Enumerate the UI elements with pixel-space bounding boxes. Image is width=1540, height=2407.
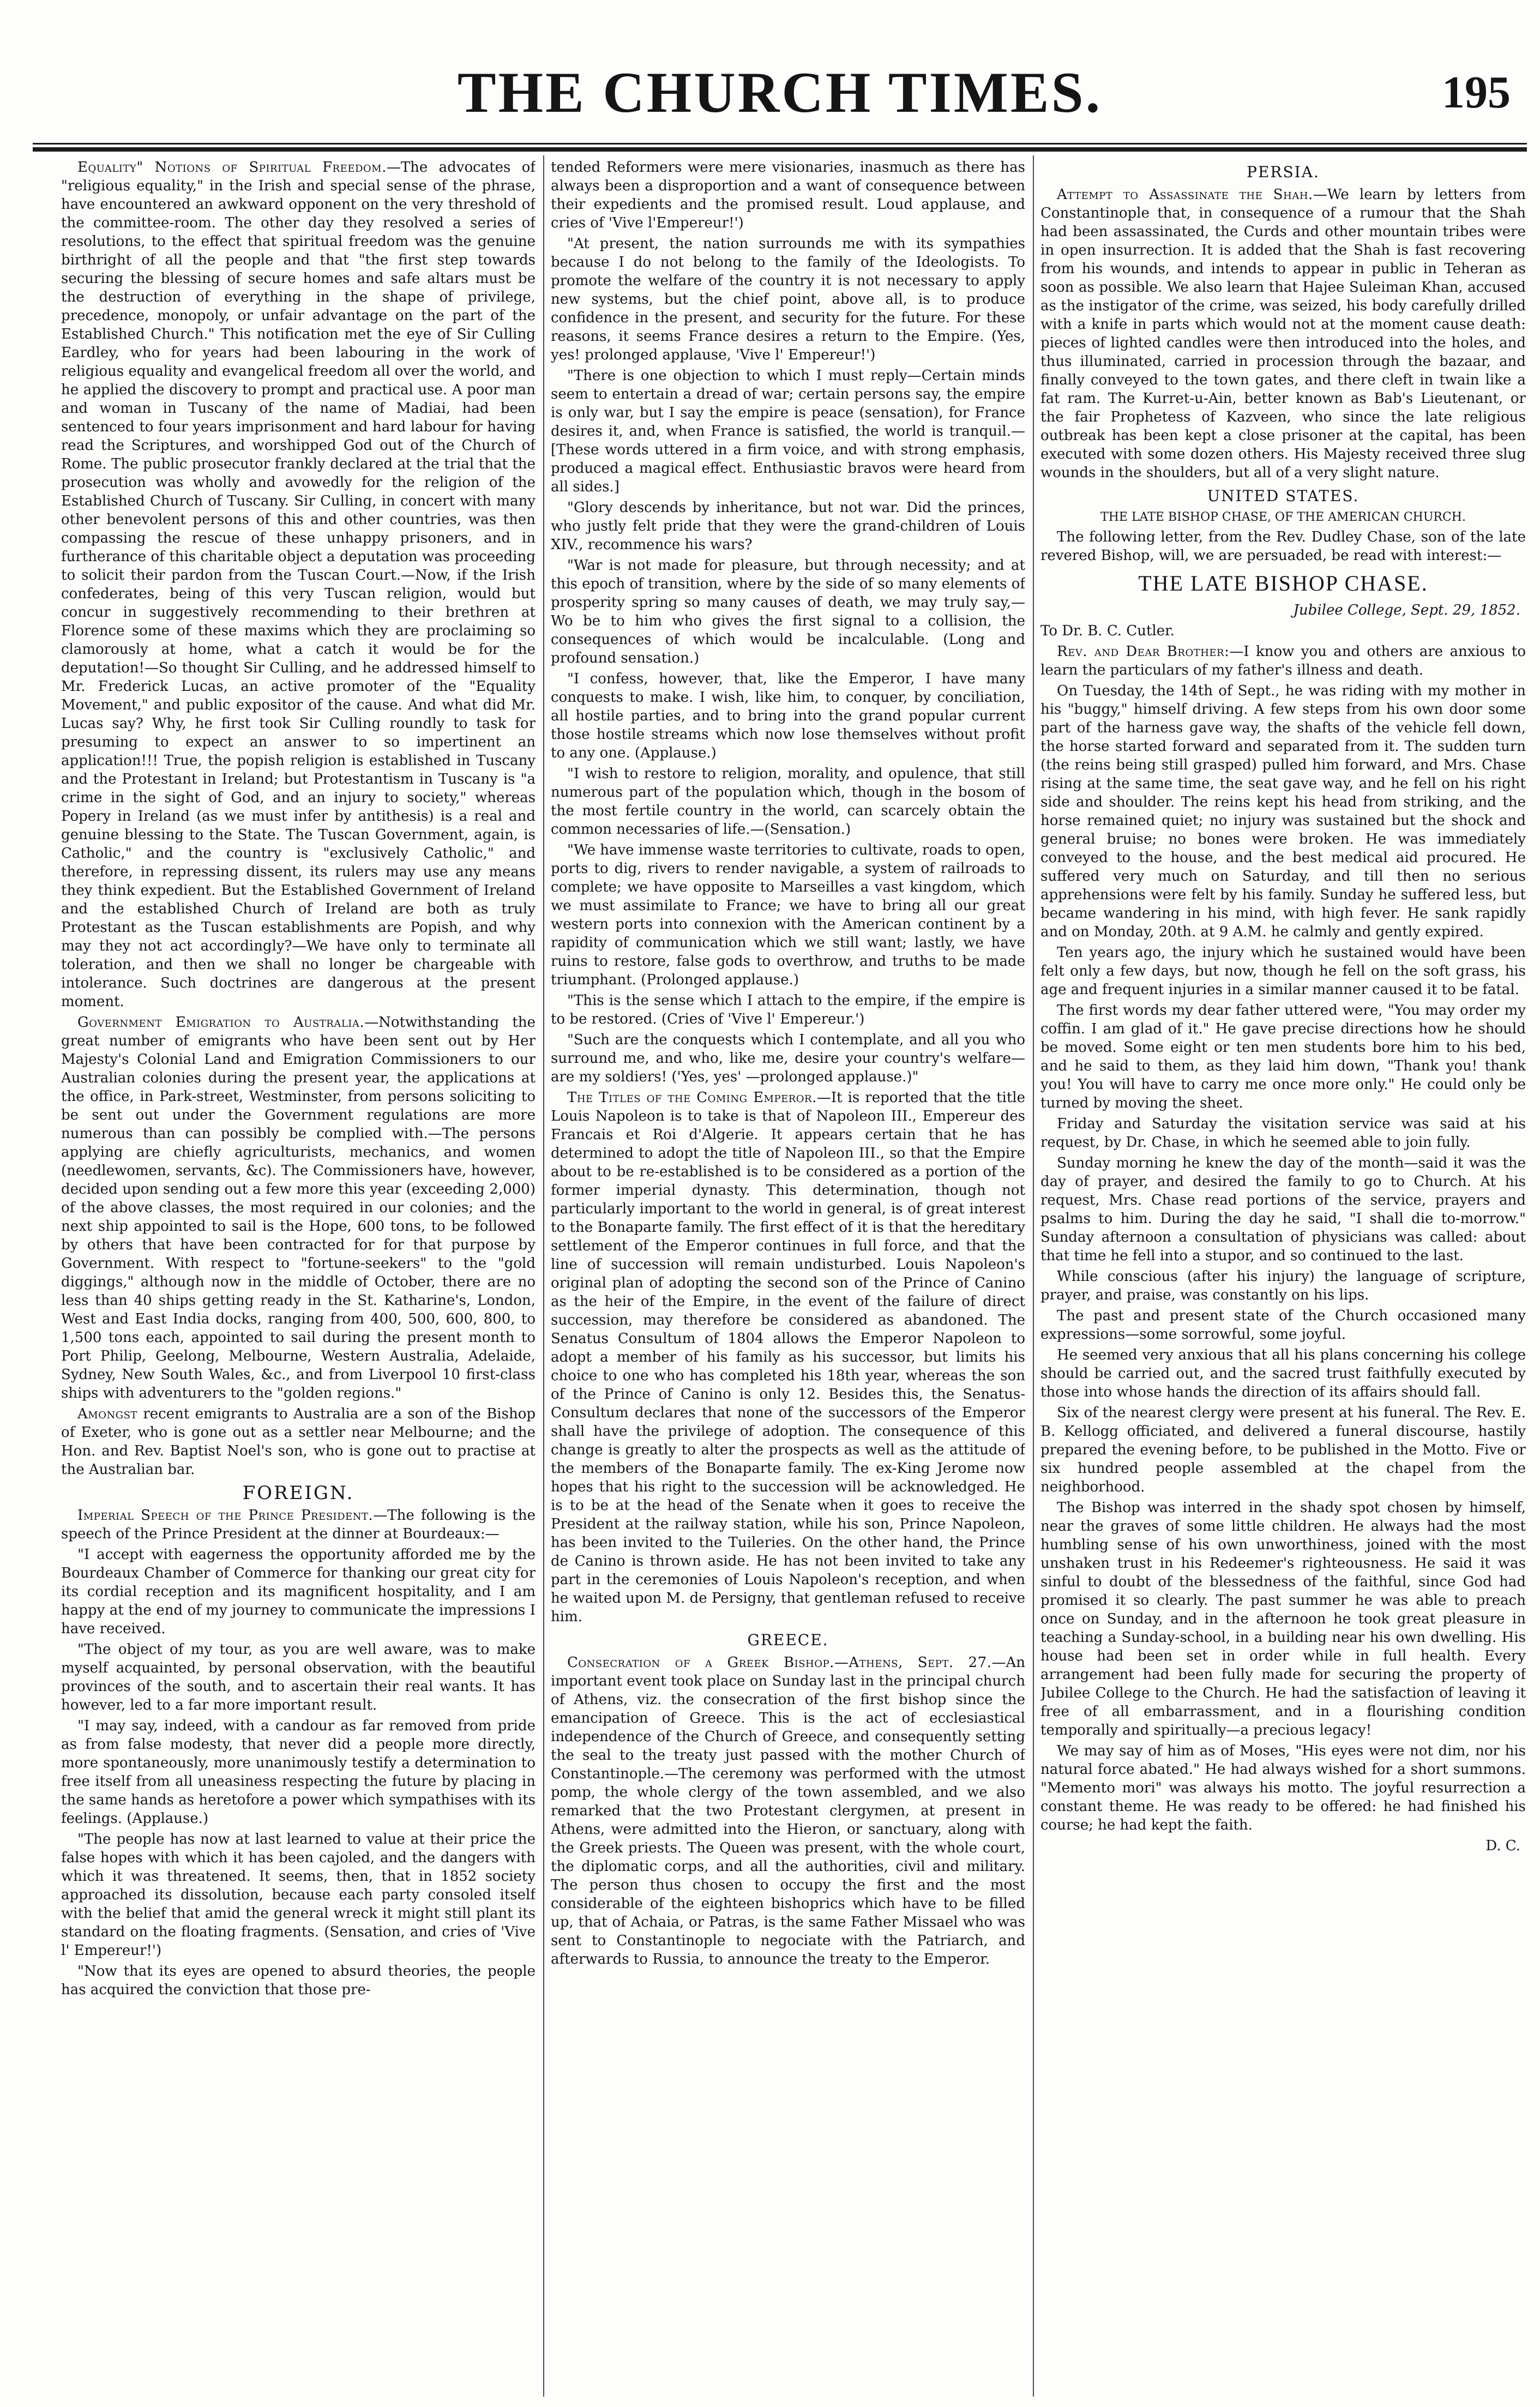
speech-paragraph: "We have immense waste territories to cultivate, roads to open, ports to dig, rivers to render navigable, a system of railroads to complete; we have opposite to Marseilles a vast kingdom, which we must assimilate to France; we have to bring all our great western ports into connexion with the American continent by a rapidity of communication which we still want; lastly, we have ruins to restore, false gods to overthrow, and truths to be made triumphant. (Prolonged applause.) <box>551 842 1025 988</box>
speech-paragraph: "I may say, indeed, with a candour as far removed from pride as from false modesty, that never did a people more directly, more spontaneously, more unanimously testify a determination to free itself from all uneasiness respecting the future by placing in the same hands as heretofore a power which sympathises with its feelings. (Applause.) <box>61 1718 536 1827</box>
column-1 <box>61 158 536 2394</box>
letter-intro: The following letter, from the Rev. Dudley Chase, son of the late revered Bishop, will, we are persuaded, be read with interest:— <box>1040 529 1526 564</box>
rubric: Equality" Notions of Spiritual Freedom. <box>77 159 387 176</box>
letter-paragraph: Sunday morning he knew the day of the month—said it was the day of prayer, and desired the family to go to Church. At his request, Mrs. Chase read portions of the service, prayers and psalms to him. During the day he said, "I shall die to-morrow." Sunday afternoon a consultation of physicians was called: about that time he fell into a stupor, and so continued to the last. <box>1040 1155 1526 1264</box>
speech-paragraph: "Such are the conquests which I contemplate, and all you who surround me, and who, like me, desire your country's welfare—are my soldiers! ('Yes, yes' —prolonged applause.)" <box>551 1032 1025 1085</box>
section-heading-persia: PERSIA. <box>1247 163 1320 181</box>
letter-dateline: Jubilee College, Sept. 29, 1852. <box>1293 602 1520 618</box>
article-emigration <box>61 1013 536 1403</box>
letter-paragraph: He seemed very anxious that all his plans concerning his college should be carried out, and the sacred trust faithfully executed by those into whose hands the direction of its affairs should fall. <box>1040 1347 1526 1400</box>
article-titles <box>551 1088 1025 1626</box>
column-divider <box>1033 155 1034 2397</box>
column-3 <box>1040 158 1526 2394</box>
rubric: The Titles of the Coming Emperor. <box>567 1090 817 1106</box>
article-text: recent emigrants to Australia are a son of the Bishop of Exeter, who is gone out as a settler near Melbourne; and the Hon. and Rev. Baptist Noel's son, who is gone out to practise at the Australian bar. <box>61 1406 536 1478</box>
speech-paragraph: "I accept with eagerness the opportunity afforded me by the Bourdeaux Chamber of Commerce for thanking our great city for its cordial reception and its magnificent hospitality, and I am happy at the end of my journey to communicate the impressions I have received. <box>61 1547 536 1637</box>
speech-paragraph: "Glory descends by inheritance, but not war. Did the princes, who justly felt pride that they were the grand-children of Louis XIV., recommence his wars? <box>551 500 1025 553</box>
letter-paragraph: We may say of him as of Moses, "His eyes were not dim, nor his natural force abated." He had always wished for a short summons. "Memento mori" was always his motto. The joyful resurrection a constant theme. He was ready to be offered: he had finished his course; he had kept the faith. <box>1040 1743 1526 1833</box>
masthead <box>33 60 1527 125</box>
letter-signature: D. C. <box>1485 1838 1520 1854</box>
letter-paragraph: The first words my dear father uttered were, "You may order my coffin. I am glad of it." He gave precise directions how he should be moved. Some eight or ten men students bore him to his bed, and he said to them, as they laid him down, "Thank you! thank you! You will have to carry me once more only." He could only be turned by moving the sheet. <box>1040 1002 1526 1111</box>
article-text: —It is reported that the title Louis Napoleon is to take is that of Napoleon III., Empereur des Francais et Roi d'Algerie. It appears certain that he has determined to adopt the title of Napoleon III., so that the Empire about to be re-established is to be considered as a portion of the former imperial dynasty. This determination, though not particularly important to the world in general, is of great interest to the Bonaparte family. The first effect of it is that the hereditary settlement of the Emperor continues in full force, and that the line of succession will remain undisturbed. Louis Napoleon's original plan of adopting the second son of the Prince of Canino as the heir of the Empire, in the event of the failure of direct succession, may therefore be considered as abandoned. The Senatus Consultum of 1804 allows the Emperor Napoleon to adopt a member of his family as his successor, but limits his choice to one who has completed his 18th year, whereas the son of the Prince of Canino is only 12. Besides this, the Senatus-Consultum declares that none of the successors of the Emperor shall have the privilege of adoption. The consequence of this change is greatly to alter the prospects as well as the attitude of the members of the Bonaparte family. The ex-King Jerome now hopes that his right to the succession will be acknowledged. He is to be at the head of the Senate when it goes to receive the President at the railway station, while his son, Prince Napoleon, has been invited to the Tuileries. On the other hand, the Prince de Canino is thrown aside. He has not been invited to take any part in the ceremonies of Louis Napoleon's reception, and when he waited upon M. de Persigny, that gentleman refused to receive him. <box>551 1090 1025 1625</box>
rubric: Attempt to Assassinate the Shah. <box>1057 186 1313 203</box>
rubric: Government Emigration to Australia. <box>77 1014 365 1031</box>
article-text: —The following is the speech of the Prince President at the dinner at Bourdeaux:— <box>61 1507 536 1542</box>
article-text: —We learn by letters from Constantinople that, in consequence of a rumour that the Shah had been assassinated, the Curds and other mountain tribes were in open insurrection. It is added that the Shah is fast recovering from his wounds, and intends to appear in public in Teheran as soon as possible. We also learn that Hajee Suleiman Khan, accused as the instigator of the crime, was seized, his body carefully drilled with a knife in parts which would not at the moment cause death: pieces of lighted candles were then introduced into the holes, and thus illuminated, carried in procession through the bazaar, and finally conveyed to the town gates, and there cleft in twain like a fat ram. The Kurret-u-Ain, better known as Bab's Lieutenant, or the fair Prophetess of Kazveen, who since the late religious outbreak has been kept a close prisoner at the capital, has been executed with some dozen others. His Majesty received three slug wounds in the shoulders, but all of a very slight nature. <box>1040 186 1526 481</box>
article-text: —The advocates of "religious equality," in the Irish and special sense of the phrase, have encountered an awkward opponent on the very threshold of the committee-room. The other day they resolved a series of resolutions, to the effect that spiritual freedom was the genuine birthright of all the people and that "the first step towards securing the blessing of secure homes and safe altars must be the destruction of everything in the shape of privilege, precedence, monopoly, or unfair advantage on the part of the Established Church." This notification met the eye of Sir Culling Eardley, who for years had been labouring in the work of religious equality and evangelical freedom all over the world, and he applied the discovery to prompt and practical use. A poor man and woman in Tuscany of the name of Madiai, had been sentenced to four years imprisonment and hard labour for having read the Scriptures, and worshipped God out of the Church of Rome. The public prosecutor frankly declared at the trial that the prosecution was wholly and avowedly for the religion of the Established Church of Tuscany. Sir Culling, in concert with many other benevolent persons of this and other countries, was then compassing the rescue of these unhappy prisoners, and in furtherance of this charitable object a deputation was proceeding to solicit their pardon from the Tuscan Court.—Now, if the Irish confederates, being of this very Tuscan religion, would but concur in suggestively recommending to their brethren at Florence some of these maxims which they are proclaiming so clamorously at home, what a catch it would be for the deputation!—So thought Sir Culling, and he addressed himself to Mr. Frederick Lucas, an active promoter of the "Equality Movement," and public expositor of the cause. And what did Mr. Lucas say? Why, he first took Sir Culling roundly to task for presuming to expect an answer to so impertinent an application!!! True, the popish religion is established in Tuscany and the Protestant in Ireland; but Protestantism in Tuscany is "a crime in the sight of God, and an injury to society," whereas Popery in Ireland (as we must infer by antithesis) is a real and genuine blessing to the State. The Tuscan Government, again, is Catholic," and the country is "exclusively Catholic," and therefore, in repressing dissent, its rulers may use any means they think expedient. But the Established Government of Ireland and the established Church of Ireland are both as truly Protestant as the Tuscan establishments are Popish, and why may they not act accordingly?—We have only to terminate all toleration, and then we shall no longer be chargeable with intolerance. Such doctrines are dangerous at the present moment. <box>61 159 536 1010</box>
page-number: 195 <box>1442 67 1511 118</box>
article-equality <box>61 158 536 1011</box>
column-2 <box>551 158 1025 2394</box>
article-persia <box>1040 185 1526 482</box>
speech-paragraph: "The people has now at last learned to value at their price the false hopes with which it has been cajoled, and the dangers with which it was threatened. It seems, then, that in 1852 society approached its dissolution, because each party consoled itself with the belief that amid the general wreck it might still plant its standard on the floating fragments. (Sensation, and cries of 'Vive l' Empereur!') <box>61 1831 536 1959</box>
speech-paragraph: "I confess, however, that, like the Emperor, I have many conquests to make. I wish, like him, to conquer, by conciliation, all hostile parties, and to bring into the grand popular current those hostile streams which now lose themselves without profit to any one. (Applause.) <box>551 671 1025 761</box>
letter-paragraph: The Bishop was interred in the shady spot chosen by himself, near the graves of some little children. He always had the most humbling sense of his own unworthiness, joined with the most unshaken trust in his Redeemer's righteousness. He said it was sinful to doubt of the blessedness of the faithful, since God had promised it so clearly. The past summer he was able to preach once on Sunday, and in the afternoon he took great pleasure in teaching a Sunday-school, in a building near his own dwelling. His house had been set in order while in full health. Every arrangement had been fully made for securing the property of Jubilee College to the Church. He had the satisfaction of leaving it free of all embarrassment, and in a flourishing condition temporally and spiritually—a precious legacy! <box>1040 1500 1526 1738</box>
speech-paragraph: "The object of my tour, as you are well aware, was to make myself acquainted, by personal observation, with the beautiful provinces of the south, and to ascertain their real wants. It has however, led to a far more important result. <box>61 1641 536 1713</box>
article-speech-intro <box>61 1506 536 1543</box>
section-heading-foreign: FOREIGN. <box>242 1482 354 1504</box>
speech-paragraph: "This is the sense which I attach to the empire, if the empire is to be restored. (Cries of 'Vive l' Empereur.') <box>551 992 1025 1027</box>
speech-paragraph: "Now that its eyes are opened to absurd theories, the people has acquired the conviction that those pre- <box>61 1963 536 1998</box>
letter-paragraph: While conscious (after his injury) the language of scripture, prayer, and praise, was constantly on his lips. <box>1040 1268 1526 1303</box>
salutation: Rev. and Dear Brother: <box>1057 643 1230 660</box>
section-heading-united-states: UNITED STATES. <box>1207 487 1359 505</box>
speech-paragraph: tended Reformers were mere visionaries, inasmuch as there has always been a disproportion and a want of consequence between their expedients and the promised result. Loud applause, and cries of 'Vive l'Empereur!') <box>551 159 1025 231</box>
letter-paragraph: The past and present state of the Church occasioned many expressions—some sorrowful, some joyful. <box>1040 1308 1526 1343</box>
masthead-title: THE CHURCH TIMES. <box>457 61 1103 124</box>
rubric: Imperial Speech of the Prince President. <box>77 1507 374 1524</box>
speech-paragraph: "War is not made for pleasure, but through necessity; and at this epoch of transition, where by the side of so many elements of prosperity spring so many causes of death, we may truly say,—Wo be to him who gives the first signal to a collision, the consequences of which would be incalculable. (Long and profound sensation.) <box>551 557 1025 666</box>
letter-headline: THE LATE BISHOP CHASE. <box>1138 571 1428 595</box>
rubric: Amongst <box>77 1406 137 1422</box>
letter-paragraph <box>1040 642 1526 679</box>
rubric: Consecration of a Greek Bishop.—Athens, Sept. 27. <box>567 1654 992 1671</box>
letter-paragraph: Six of the nearest clergy were present at his funeral. The Rev. E. B. Kellogg officiated, and delivered a funeral discourse, hastily prepared the evening before, to be published in the Motto. Five or six hundred people assembled at the chapel from the neighborhood. <box>1040 1405 1526 1495</box>
speech-paragraph: "I wish to restore to religion, morality, and opulence, that still numerous part of the population which, though in the bosom of the most fertile country in the world, can scarcely obtain the common necessaries of life.—(Sensation.) <box>551 766 1025 838</box>
article-greece <box>551 1653 1025 1969</box>
article-text: —Notwithstanding the great number of emigrants who have been sent out by Her Majesty's Colonial Land and Emigration Commissioners to our Australian colonies during the present year, the applications at the office, in Park-street, Westminster, from persons soliciting to be sent out under the Government regulations are more numerous than can possibly be complied with.—The persons applying are chiefly agriculturists, mechanics, and women (needlewomen, servants, &c). The Commissioners have, however, decided upon sending out a few more this year (exceeding 2,000) of the above classes, the most required in our colonies; and the next ship appointed to sail is the Hope, 600 tons, to be followed by others that have been contracted for for that purpose by Government. With respect to "fortune-seekers" to the "gold diggings," although now in the middle of October, there are no less than 40 ships getting ready in the St. Katharine's, London, West and East India docks, ranging from 400, 500, 600, 800, to 1,500 tons each, appointed to sail during the present month to Port Philip, Geelong, Melbourne, Western Australia, Adelaide, Sydney, New South Wales, &c., and from Liverpool 10 first-class ships with adventurers to the "golden regions." <box>61 1014 536 1401</box>
masthead-rule <box>33 143 1527 145</box>
speech-paragraph: "At present, the nation surrounds me with its sympathies because I do not belong to the family of the Ideologists. To promote the welfare of the country it is not necessary to apply new systems, but the chief point, above all, is to produce confidence in the present, and security for the future. For these reasons, it seems France desires a return to the Empire. (Yes, yes! prolonged applause, 'Vive l' Empereur!') <box>551 236 1025 363</box>
letter-paragraph: Friday and Saturday the visitation service was said at his request, by Dr. Chase, in which he seemed able to join fully. <box>1040 1116 1526 1151</box>
letter-text: —I know you and others are anxious to learn the particulars of my father's illness and death. <box>1040 643 1526 678</box>
article-text: —An important event took place on Sunday last in the principal church of Athens, viz. the consecration of the first bishop since the emancipation of Greece. This is the act of ecclesiastical independence of the Church of Greece, and consequently setting the seal to the treaty just passed with the mother Church of Constantinople.—The ceremony was performed with the utmost pomp, the whole clergy of the town assembled, and we also remarked that the two Protestant clergymen, at present in Athens, were admitted into the Hieron, or sanctuary, along with the Greek priests. The Queen was present, with the whole court, the diplomatic corps, and all the authorities, civil and military. The person thus chosen to occupy the first and the most considerable of the eighteen bishoprics which have to be filled up, that of Achaia, or Patras, is the same Father Missael who was sent to Constantinople to negociate with the Patriarch, and afterwards to Russia, to announce the treaty to the Emperor. <box>551 1654 1025 1967</box>
letter-addressee: To Dr. B. C. Cutler. <box>1040 623 1175 639</box>
masthead-double-rule <box>33 147 1527 152</box>
letter-paragraph: On Tuesday, the 14th of Sept., he was riding with my mother in his "buggy," himself driving. A few steps from his own door some part of the harness gave way, the shafts of the vehicle fell down, the horse started forward and separated from it. The sudden turn (the reins being still grasped) pulled him forward, and Mrs. Chase rising at the same time, the seat gave way, and he fell on his right side and shoulder. The reins kept his head from striking, and the horse remained quiet; no injury was sustained but the shock and general bruise; no bones were broken. He was immediately conveyed to the house, and the best medical aid procured. He suffered very much on Saturday, and till then no serious apprehensions were felt by his family. Sunday he suffered less, but became wandering in his mind, with high fever. He sank rapidly and on Monday, 20th. at 9 A.M. he calmly and gently expired. <box>1040 683 1526 940</box>
speech-paragraph: "There is one objection to which I must reply—Certain minds seem to entertain a dread of war; certain persons say, the empire is only war, but I say the empire is peace (sensation), for France desires it, and, when France is satisfied, the world is tranquil.—[These words uttered in a firm voice, and with strong emphasis, produced a magical effect. Enthusiastic bravos were heard from all sides.] <box>551 368 1025 495</box>
article-subheading: THE LATE BISHOP CHASE, OF THE AMERICAN CHURCH. <box>1100 510 1466 524</box>
article-emigrants-note <box>61 1405 536 1479</box>
section-heading-greece: GREECE. <box>747 1631 829 1649</box>
letter-paragraph: Ten years ago, the injury which he sustained would have been felt only a few days, but now, though he fell on the soft grass, his age and frequent injuries in a similar manner caused it to be fatal. <box>1040 944 1526 998</box>
column-divider <box>543 155 544 2397</box>
